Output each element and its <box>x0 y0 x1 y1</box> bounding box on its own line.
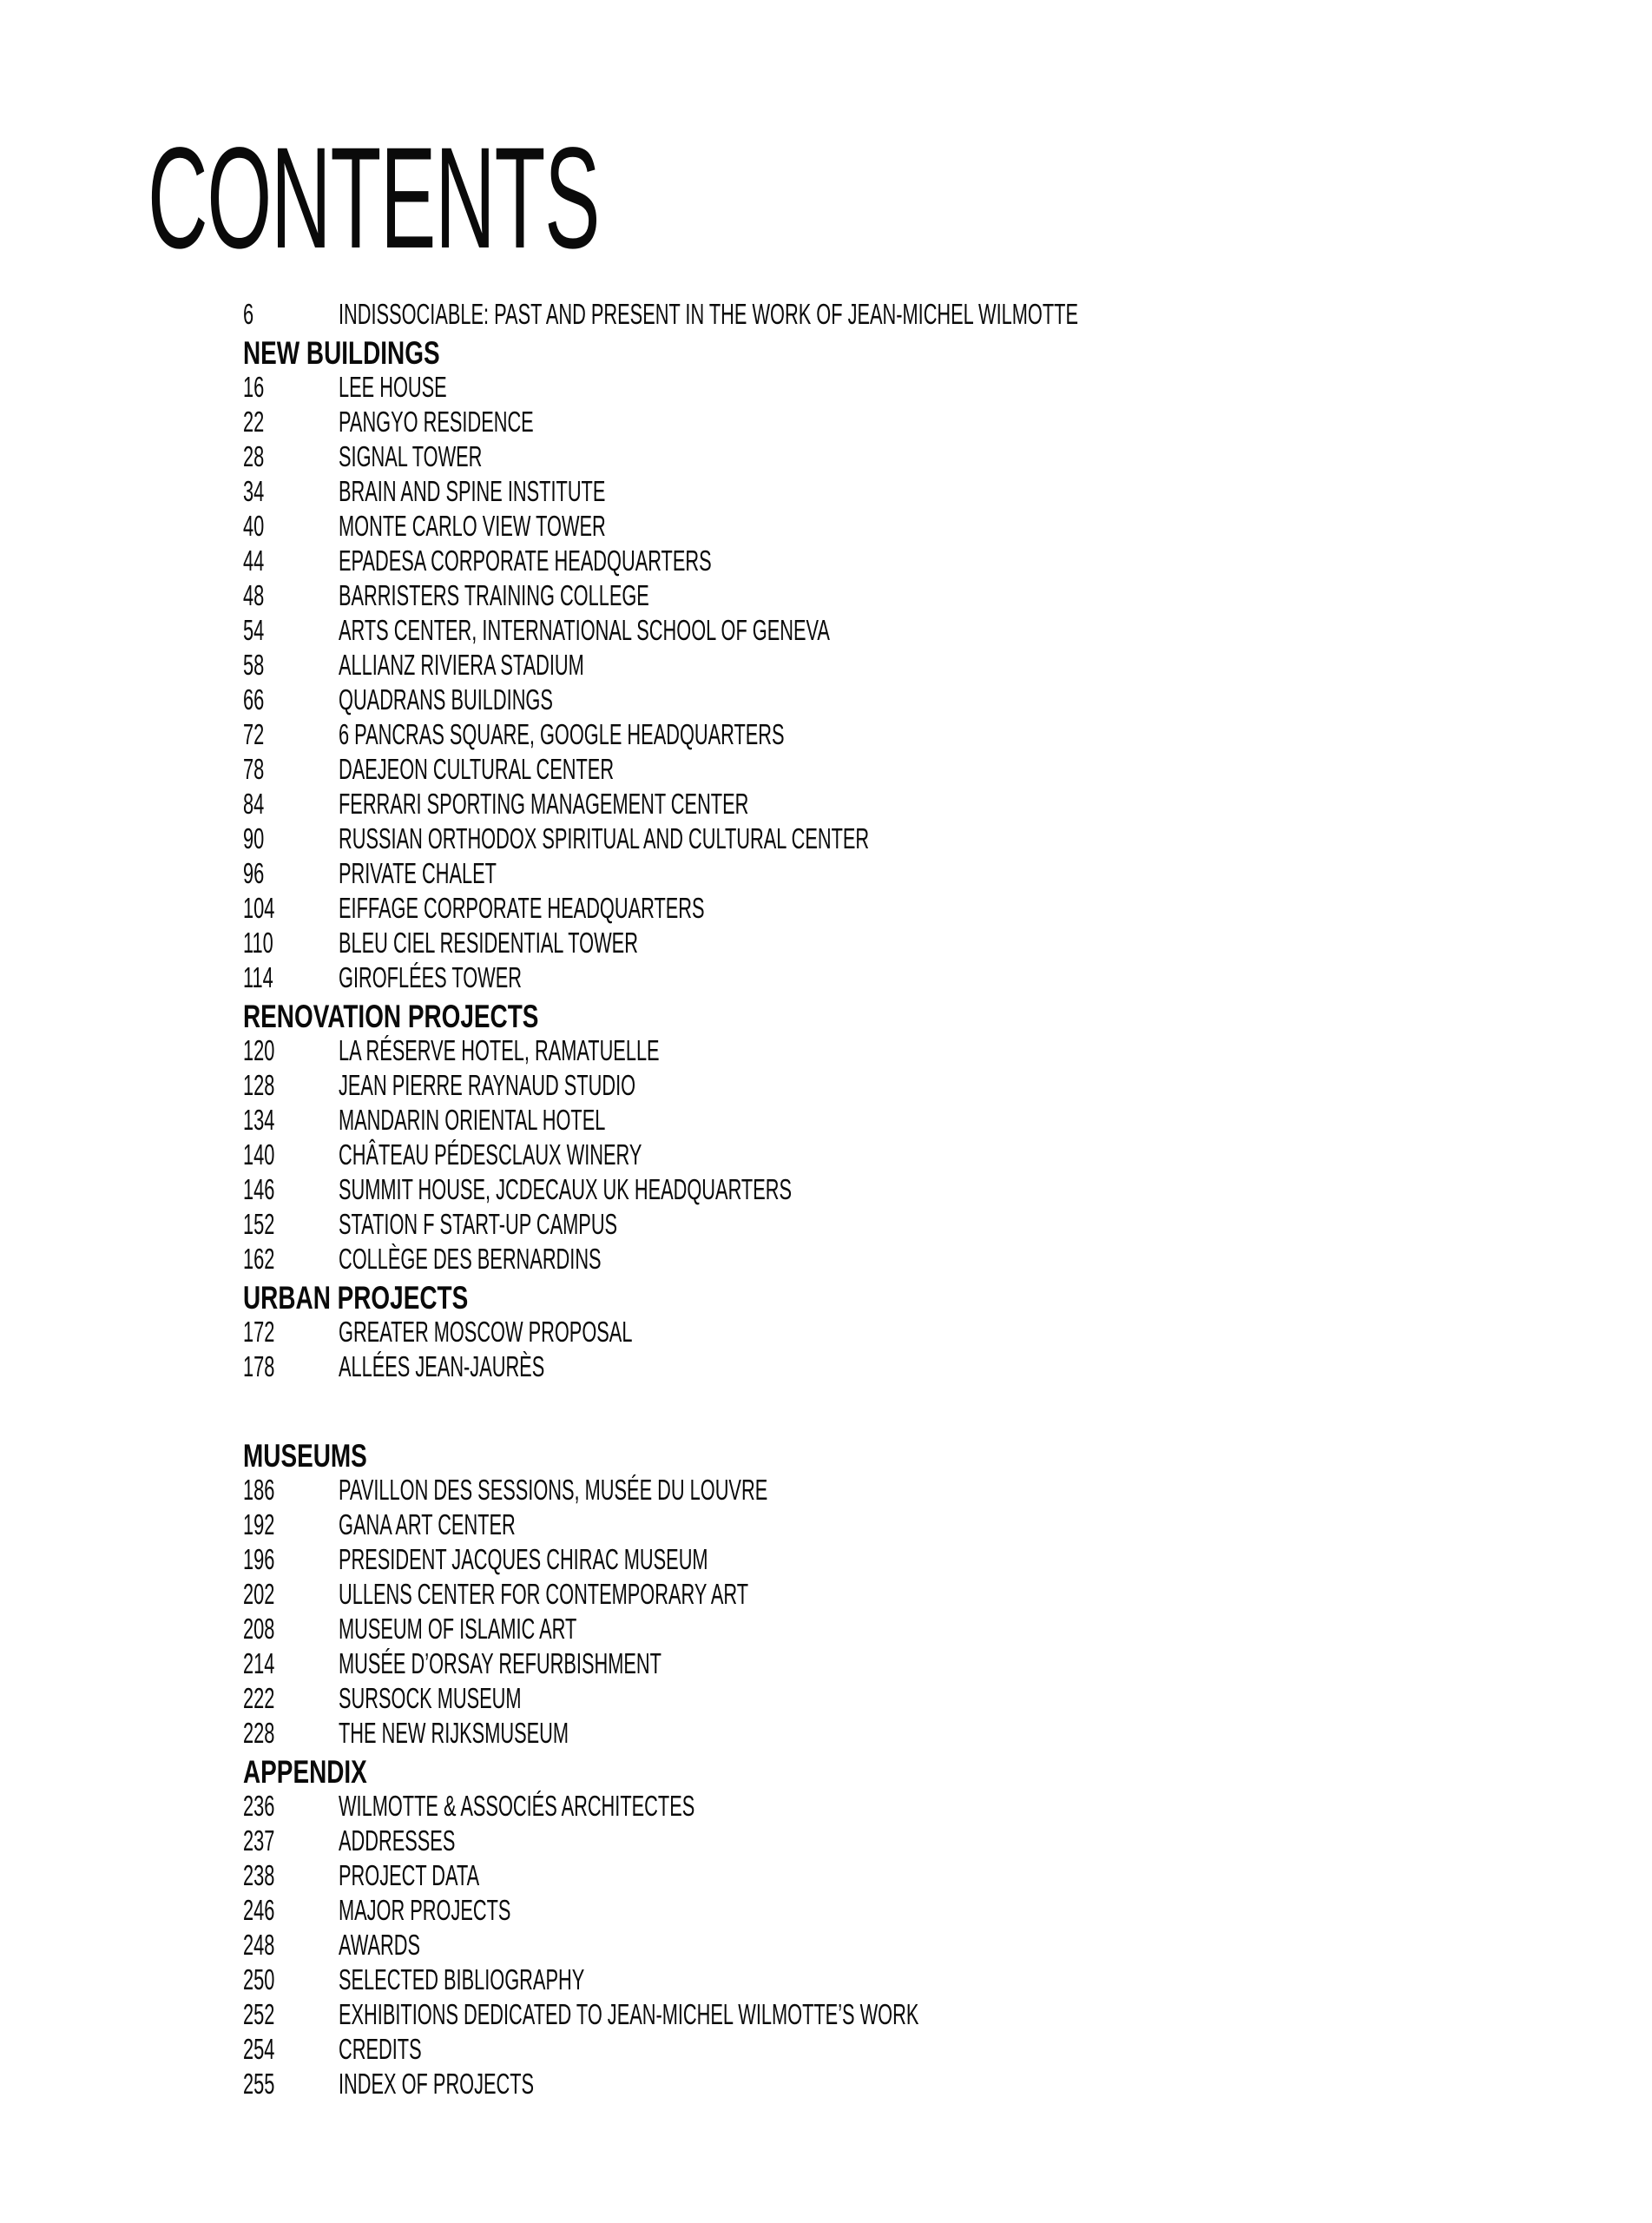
entry-title: SELECTED BIBLIOGRAPHY <box>339 1963 585 1995</box>
section-rows <box>243 297 1545 332</box>
toc-row <box>243 683 1545 717</box>
entry-title: ULLENS CENTER FOR CONTEMPORARY ART <box>339 1578 748 1610</box>
section-new-buildings <box>243 337 1545 995</box>
toc-row <box>243 509 1545 544</box>
page-number: 202 <box>243 1578 275 1610</box>
toc-row <box>243 717 1545 752</box>
toc-row <box>243 1207 1545 1242</box>
section-rows <box>243 1473 1545 1751</box>
toc-row <box>243 1716 1545 1751</box>
toc-row <box>243 1242 1545 1276</box>
toc-row <box>243 1033 1545 1068</box>
entry-title: GIROFLÉES TOWER <box>339 961 522 993</box>
toc-row <box>243 2032 1545 2067</box>
page-number: 110 <box>243 927 273 959</box>
toc-row <box>243 1315 1545 1349</box>
toc-row <box>243 1962 1545 1997</box>
toc-row <box>243 1681 1545 1716</box>
section-rows <box>243 1033 1545 1276</box>
toc-row <box>243 405 1545 439</box>
page-number: 28 <box>243 440 265 472</box>
toc-list <box>243 297 1545 2101</box>
section-header: URBAN PROJECTS <box>243 1280 469 1316</box>
toc-row <box>243 1507 1545 1542</box>
section-header: RENOVATION PROJECTS <box>243 999 539 1034</box>
entry-title: JEAN PIERRE RAYNAUD STUDIO <box>339 1069 636 1101</box>
toc-row <box>243 1789 1545 1824</box>
entry-title: BLEU CIEL RESIDENTIAL TOWER <box>339 927 638 959</box>
entry-title: EXHIBITIONS DEDICATED TO JEAN-MICHEL WILMOTTE’S WORK <box>339 1998 919 2030</box>
page-number: 40 <box>243 510 265 542</box>
page-number: 72 <box>243 718 265 750</box>
page-number: 238 <box>243 1859 275 1891</box>
entry-title: PRESIDENT JACQUES CHIRAC MUSEUM <box>339 1543 708 1575</box>
toc-row <box>243 1577 1545 1612</box>
entry-title: PROJECT DATA <box>339 1859 480 1891</box>
page-number: 66 <box>243 683 265 716</box>
toc-row <box>243 578 1545 613</box>
entry-title: PAVILLON DES SESSIONS, MUSÉE DU LOUVRE <box>339 1474 768 1506</box>
page-number: 252 <box>243 1998 275 2030</box>
page-number: 162 <box>243 1243 275 1275</box>
entry-title: CHÂTEAU PÉDESCLAUX WINERY <box>339 1138 642 1171</box>
entry-title: COLLÈGE DES BERNARDINS <box>339 1243 602 1275</box>
page-number: 134 <box>243 1104 275 1136</box>
entry-title: LEE HOUSE <box>339 371 447 403</box>
entry-title: 6 PANCRAS SQUARE, GOOGLE HEADQUARTERS <box>339 718 785 750</box>
entry-title: GREATER MOSCOW PROPOSAL <box>339 1316 633 1348</box>
toc-row <box>243 1138 1545 1172</box>
toc-row <box>243 1349 1545 1384</box>
section-header: MUSEUMS <box>243 1438 367 1474</box>
page-number: 254 <box>243 2033 275 2065</box>
toc-row <box>243 1473 1545 1507</box>
entry-title: THE NEW RIJKSMUSEUM <box>339 1717 569 1749</box>
page-number: 16 <box>243 371 265 403</box>
page-number: 140 <box>243 1138 275 1171</box>
entry-title: LA RÉSERVE HOTEL, RAMATUELLE <box>339 1034 660 1066</box>
page-number: 236 <box>243 1790 275 1822</box>
entry-title: GANA ART CENTER <box>339 1508 516 1540</box>
page-number: 22 <box>243 406 265 438</box>
page-number: 222 <box>243 1682 275 1714</box>
page-number: 96 <box>243 857 265 889</box>
page-number: 34 <box>243 475 265 507</box>
entry-title: ADDRESSES <box>339 1824 456 1857</box>
page-number: 58 <box>243 649 265 681</box>
entry-title: SIGNAL TOWER <box>339 440 483 472</box>
toc-row <box>243 1824 1545 1858</box>
page-number: 186 <box>243 1474 275 1506</box>
toc-row <box>243 891 1545 926</box>
page-number: 196 <box>243 1543 275 1575</box>
page-number: 248 <box>243 1929 275 1961</box>
section-museums <box>243 1440 1545 1751</box>
toc-row <box>243 926 1545 960</box>
page-number: 192 <box>243 1508 275 1540</box>
page-number: 172 <box>243 1316 275 1348</box>
entry-title: CREDITS <box>339 2033 422 2065</box>
entry-title: INDISSOCIABLE: PAST AND PRESENT IN THE WORK OF JEAN-MICHEL WILMOTTE <box>339 298 1078 330</box>
section-header: NEW BUILDINGS <box>243 335 440 371</box>
entry-title: ALLIANZ RIVIERA STADIUM <box>339 649 584 681</box>
toc-row <box>243 544 1545 578</box>
toc-row <box>243 787 1545 821</box>
toc-row <box>243 613 1545 648</box>
page-number: 255 <box>243 2068 275 2100</box>
page-number: 78 <box>243 753 265 785</box>
section-rows <box>243 370 1545 995</box>
toc-row <box>243 1646 1545 1681</box>
toc-row <box>243 474 1545 509</box>
page-number: 146 <box>243 1173 275 1205</box>
entry-title: RUSSIAN ORTHODOX SPIRITUAL AND CULTURAL CENTER <box>339 822 870 854</box>
entry-title: SUMMIT HOUSE, JCDECAUX UK HEADQUARTERS <box>339 1173 792 1205</box>
toc-row <box>243 1612 1545 1646</box>
toc-row <box>243 856 1545 891</box>
entry-title: ALLÉES JEAN-JAURÈS <box>339 1350 545 1382</box>
toc-row <box>243 1858 1545 1893</box>
page-number: 120 <box>243 1034 275 1066</box>
entry-title: SURSOCK MUSEUM <box>339 1682 522 1714</box>
page-number: 84 <box>243 788 265 820</box>
page-number: 178 <box>243 1350 275 1382</box>
page-number: 48 <box>243 579 265 611</box>
page-number: 128 <box>243 1069 275 1101</box>
entry-title: MANDARIN ORIENTAL HOTEL <box>339 1104 606 1136</box>
page-number: 208 <box>243 1613 275 1645</box>
section-rows <box>243 1789 1545 2101</box>
entry-title: WILMOTTE & ASSOCIÉS ARCHITECTES <box>339 1790 695 1822</box>
entry-title: PRIVATE CHALET <box>339 857 497 889</box>
page-title: CONTENTS <box>148 118 600 279</box>
toc-row <box>243 1997 1545 2032</box>
section-header: APPENDIX <box>243 1754 367 1790</box>
entry-title: INDEX OF PROJECTS <box>339 2068 535 2100</box>
page-number: 54 <box>243 614 265 646</box>
section-intro <box>243 297 1545 332</box>
toc-row <box>243 1172 1545 1207</box>
toc-row <box>243 1068 1545 1103</box>
toc-row <box>243 752 1545 787</box>
section-rows <box>243 1315 1545 1384</box>
entry-title: MAJOR PROJECTS <box>339 1894 511 1926</box>
toc-row <box>243 2067 1545 2101</box>
section-urban-projects <box>243 1282 1545 1384</box>
toc-row <box>243 439 1545 474</box>
section-appendix <box>243 1756 1545 2101</box>
toc-row <box>243 648 1545 683</box>
entry-title: BRAIN AND SPINE INSTITUTE <box>339 475 606 507</box>
page-number: 237 <box>243 1824 275 1857</box>
page-number: 90 <box>243 822 265 854</box>
entry-title: QUADRANS BUILDINGS <box>339 683 553 716</box>
entry-title: MUSÉE D’ORSAY REFURBISHMENT <box>339 1647 661 1679</box>
entry-title: EPADESA CORPORATE HEADQUARTERS <box>339 544 712 577</box>
toc-row <box>243 1893 1545 1928</box>
entry-title: ARTS CENTER, INTERNATIONAL SCHOOL OF GENEVA <box>339 614 830 646</box>
entry-title: BARRISTERS TRAINING COLLEGE <box>339 579 649 611</box>
section-renovation-projects <box>243 1000 1545 1276</box>
entry-title: FERRARI SPORTING MANAGEMENT CENTER <box>339 788 749 820</box>
entry-title: AWARDS <box>339 1929 420 1961</box>
entry-title: PANGYO RESIDENCE <box>339 406 534 438</box>
toc-row <box>243 370 1545 405</box>
toc-row <box>243 1542 1545 1577</box>
toc-row <box>243 297 1545 332</box>
entry-title: DAEJEON CULTURAL CENTER <box>339 753 615 785</box>
page-number: 228 <box>243 1717 275 1749</box>
page-number: 44 <box>243 544 265 577</box>
toc-row <box>243 960 1545 995</box>
entry-title: MUSEUM OF ISLAMIC ART <box>339 1613 577 1645</box>
entry-title: MONTE CARLO VIEW TOWER <box>339 510 606 542</box>
entry-title: EIFFAGE CORPORATE HEADQUARTERS <box>339 892 705 924</box>
page-number: 6 <box>243 298 254 330</box>
page-number: 214 <box>243 1647 275 1679</box>
page-number: 246 <box>243 1894 275 1926</box>
toc-row <box>243 1103 1545 1138</box>
page-number: 104 <box>243 892 275 924</box>
page-number: 250 <box>243 1963 275 1995</box>
toc-row <box>243 821 1545 856</box>
entry-title: STATION F START-UP CAMPUS <box>339 1208 618 1240</box>
page-number: 114 <box>243 961 273 993</box>
page-number: 152 <box>243 1208 275 1240</box>
toc-row <box>243 1928 1545 1962</box>
